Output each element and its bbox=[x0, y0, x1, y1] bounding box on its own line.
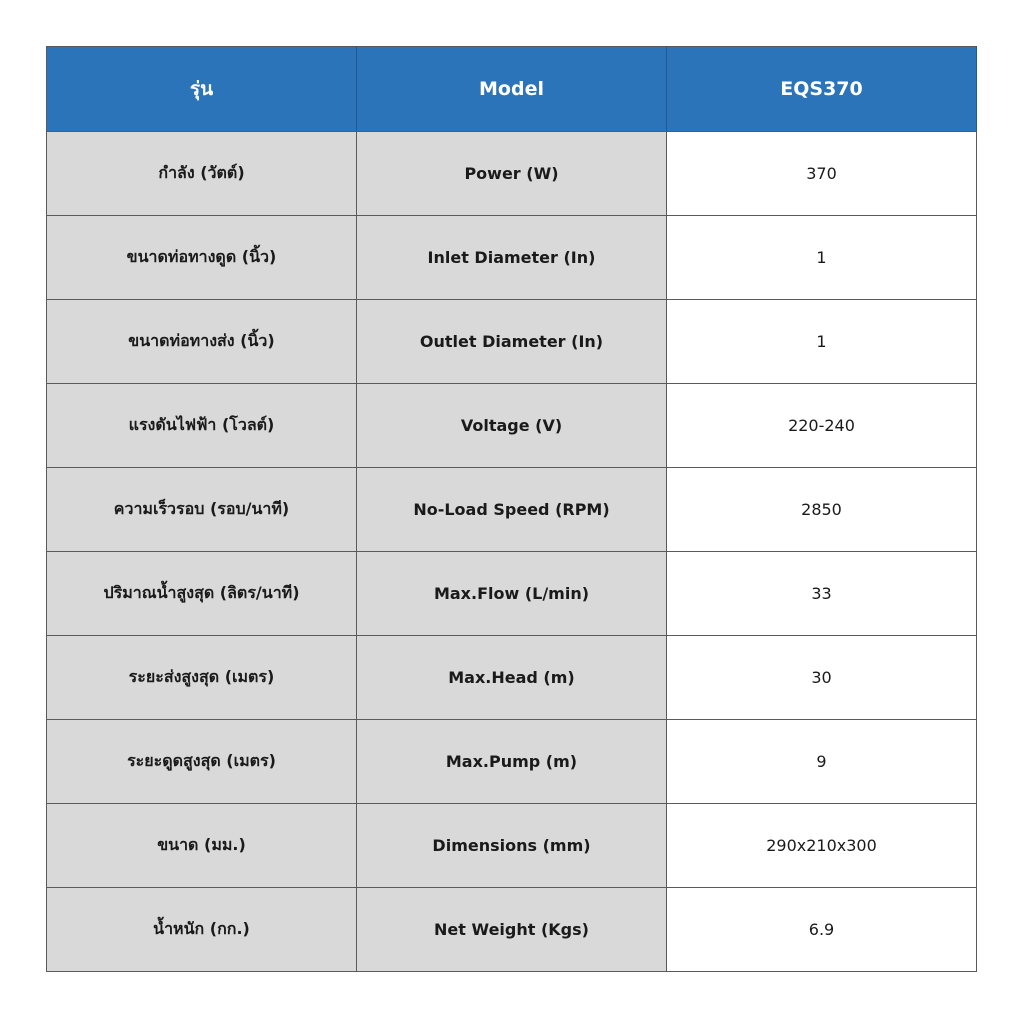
row-label-english: Max.Flow (L/min) bbox=[357, 552, 667, 636]
row-label-english: Max.Head (m) bbox=[357, 636, 667, 720]
row-label-english: Dimensions (mm) bbox=[357, 804, 667, 888]
row-label-english: No-Load Speed (RPM) bbox=[357, 468, 667, 552]
row-value: 2850 bbox=[667, 468, 977, 552]
header-row bbox=[47, 47, 977, 132]
row-label-thai: ขนาด (มม.) bbox=[47, 804, 357, 888]
row-label-english: Net Weight (Kgs) bbox=[357, 888, 667, 972]
table-row bbox=[47, 888, 977, 972]
row-label-thai: ระยะส่งสูงสุด (เมตร) bbox=[47, 636, 357, 720]
table-row bbox=[47, 132, 977, 216]
row-label-thai: ขนาดท่อทางดูด (นิ้ว) bbox=[47, 216, 357, 300]
table-row bbox=[47, 552, 977, 636]
row-label-thai: กำลัง (วัตต์) bbox=[47, 132, 357, 216]
row-value: 1 bbox=[667, 216, 977, 300]
row-label-thai: ระยะดูดสูงสุด (เมตร) bbox=[47, 720, 357, 804]
table-row bbox=[47, 804, 977, 888]
spec-table bbox=[46, 46, 977, 972]
row-value: 1 bbox=[667, 300, 977, 384]
row-label-thai: ความเร็วรอบ (รอบ/นาที) bbox=[47, 468, 357, 552]
table-row bbox=[47, 216, 977, 300]
row-label-thai: น้ำหนัก (กก.) bbox=[47, 888, 357, 972]
table-row bbox=[47, 636, 977, 720]
row-label-english: Outlet Diameter (In) bbox=[357, 300, 667, 384]
header-english-model: Model bbox=[357, 47, 667, 132]
row-value: 6.9 bbox=[667, 888, 977, 972]
header-model-name: EQS370 bbox=[667, 47, 977, 132]
header-thai-model: รุ่น bbox=[47, 47, 357, 132]
row-value: 30 bbox=[667, 636, 977, 720]
row-value: 290x210x300 bbox=[667, 804, 977, 888]
row-label-thai: ขนาดท่อทางส่ง (นิ้ว) bbox=[47, 300, 357, 384]
row-label-thai: แรงดันไฟฟ้า (โวลต์) bbox=[47, 384, 357, 468]
table-row bbox=[47, 300, 977, 384]
row-label-english: Voltage (V) bbox=[357, 384, 667, 468]
row-label-english: Power (W) bbox=[357, 132, 667, 216]
table-row bbox=[47, 384, 977, 468]
row-value: 220-240 bbox=[667, 384, 977, 468]
row-value: 370 bbox=[667, 132, 977, 216]
row-label-english: Max.Pump (m) bbox=[357, 720, 667, 804]
row-value: 9 bbox=[667, 720, 977, 804]
table-row bbox=[47, 468, 977, 552]
row-label-thai: ปริมาณน้ำสูงสุด (ลิตร/นาที) bbox=[47, 552, 357, 636]
table-row bbox=[47, 720, 977, 804]
row-value: 33 bbox=[667, 552, 977, 636]
row-label-english: Inlet Diameter (In) bbox=[357, 216, 667, 300]
